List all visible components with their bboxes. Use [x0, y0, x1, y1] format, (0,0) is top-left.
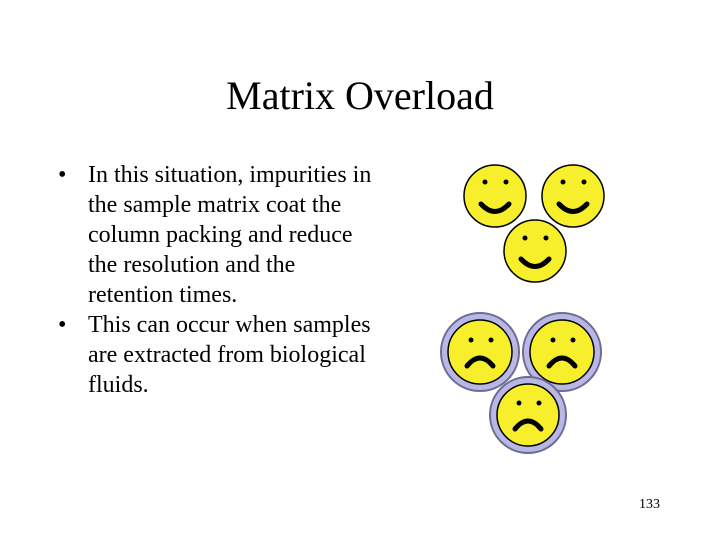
sad-face-left-eye	[469, 338, 474, 343]
happy-face-icon	[504, 220, 566, 282]
bullet-text: This can occur when samples are extracted from biological fluids.	[88, 312, 371, 398]
sad-face-left-eye	[551, 338, 556, 343]
coated-sad-face-icon	[490, 377, 566, 453]
sad-face-body	[448, 320, 512, 384]
happy-face-left-eye	[483, 180, 488, 185]
sad-face-right-eye	[489, 338, 494, 343]
slide-number: 133	[639, 497, 660, 512]
happy-face-body	[504, 220, 566, 282]
bullet-mark-icon: •	[58, 162, 67, 188]
sad-face-body	[497, 384, 559, 446]
bullet-item	[58, 310, 378, 400]
sad-face-left-eye	[517, 401, 522, 406]
happy-face-body	[542, 165, 604, 227]
bullet-text: In this situation, impurities in the sample matrix coat the column packing and reduce the resolution and the retention times.	[88, 162, 372, 308]
sad-face-body	[530, 320, 594, 384]
sad-face-right-eye	[537, 401, 542, 406]
smiley-faces-illustration	[440, 155, 620, 455]
happy-face-icon	[542, 165, 604, 227]
coated-sad-face-icon	[441, 313, 519, 391]
slide-title: Matrix Overload	[226, 73, 494, 118]
sad-face-right-eye	[571, 338, 576, 343]
happy-face-right-eye	[544, 236, 549, 241]
happy-face-icon	[464, 165, 526, 227]
bullet-mark-icon: •	[58, 312, 67, 338]
bullet-item	[58, 160, 378, 310]
happy-face-right-eye	[582, 180, 587, 185]
happy-face-body	[464, 165, 526, 227]
happy-face-left-eye	[523, 236, 528, 241]
bullet-list	[58, 160, 378, 400]
happy-face-right-eye	[504, 180, 509, 185]
happy-face-left-eye	[561, 180, 566, 185]
